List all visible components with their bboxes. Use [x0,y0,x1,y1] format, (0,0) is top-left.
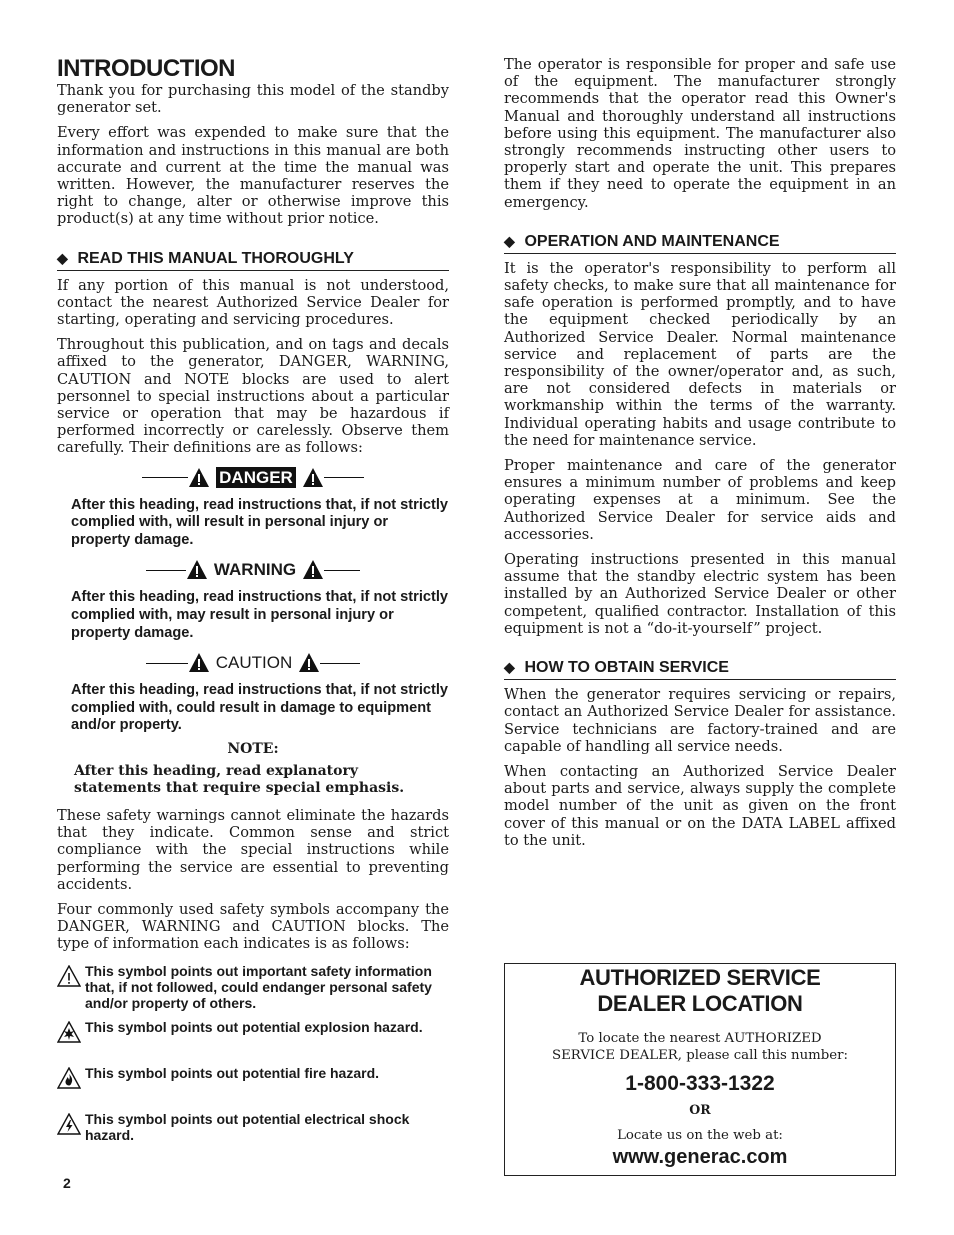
warning-triangle-icon [188,467,210,489]
symbol-item [57,1019,449,1043]
warning-signal-heading [57,559,449,581]
danger-description: After this heading, read instructions that, if not strictly complied with, will result in personal injury or property damage. [71,496,449,548]
intro-paragraph-2: Every effort was expended to make sure that the information and instructions in this manual are both accurate and current at the time the manual was written. However, the manufacturer reserves the right to change, alter or otherwise improve this product(s) at any time without prior notice. [57,124,449,228]
read-paragraph-2: Throughout this publication, and on tags and decals affixed to the generator, DANGER, WARNING, CAUTION and NOTE blocks are used to alert personnel to special instructions about a particular service or operation that may be hazardous if performed incorrectly or carelessly. Observe them carefully. Their definitions are as follows: [57,336,449,457]
symbol-item [57,963,449,1011]
symbol-description: This symbol points out potential explosion hazard. [85,1018,423,1035]
dealer-website-url: www.generac.com [612,1146,788,1168]
symbol-description: This symbol points out potential fire hazard. [85,1064,380,1081]
web-label: Locate us on the web at: [617,1128,783,1143]
or-separator: OR [689,1102,711,1117]
operator-paragraph: The operator is responsible for proper and safe use of the equipment. The manufacturer strongly recommends that the operator read this Owner's Manual and thoroughly understand all instructions before using this equipment. The manufacturer also strongly recommends instructing other users to properly start and operate the unit. This prepares them if they need to operate the equipment in an emergency. [504,56,896,211]
caution-signal-heading [57,652,449,674]
alert-triangle-icon [57,965,81,987]
service-paragraph-1: When the generator requires servicing or repairs, contact an Authorized Service Dealer for assistance. Service technicians are factory-trained and are capable of handling all service needs. [504,686,896,755]
operation-paragraph-2: Proper maintenance and care of the generator ensures a minimum number of problems and keep operating expenses at a minimum. See the Authorized Service Dealer for service aids and accessories. [504,457,896,543]
operation-paragraph-1: It is the operator's responsibility to perform all safety checks, to make sure that all maintenance for safe operation is performed promptly, and to have the equipment checked periodically by an Authorized Service Dealer. Normal maintenance service and replacement of parts are the responsibility of the owner/operator and, as such, are not considered defects in materials or workmanship within the terms of the warranty. Individual operating habits and usage contribute to the need for maintenance service. [504,259,896,449]
service-paragraph-2: When contacting an Authorized Service Dealer about parts and service, always supply the complete model number of the unit as given on the front cover of this manual or on the DATA LABEL affixed to the unit. [504,762,896,849]
explosion-hazard-icon [57,1021,81,1043]
warning-description: After this heading, read instructions that, if not strictly complied with, may result in personal injury or property damage. [71,589,449,641]
page-number: 2 [63,1175,71,1191]
warning-triangle-icon [188,652,210,674]
symbol-item [57,1065,449,1089]
obtain-service-heading-text: HOW TO OBTAIN SERVICE [524,659,729,677]
obtain-service-heading [504,657,896,680]
danger-signal-heading [57,467,449,489]
warning-triangle-icon [186,559,208,581]
operation-maintenance-heading [504,231,896,254]
dealer-box-title-line-2: DEALER LOCATION [597,991,803,1016]
danger-label: DANGER [216,467,296,488]
dealer-phone-number: 1-800-333-1322 [625,1072,775,1095]
dealer-box-title-line-1: AUTHORIZED SERVICE [579,965,821,990]
locate-text-line-1: To locate the nearest AUTHORIZED [578,1031,822,1046]
read-manual-heading [57,248,449,271]
safety-paragraph: These safety warnings cannot eliminate the hazards that they indicate. Common sense and strict compliance with the special instructions while performing the service are essential to preventing accidents. [57,807,449,893]
symbol-item [57,1111,449,1143]
electrical-shock-icon [57,1113,81,1135]
page-title: INTRODUCTION [57,55,235,82]
operation-paragraph-3: Operating instructions presented in this manual assume that the standby electric system has been installed by an Authorized Service Dealer or other competent, qualified contractor. Installation of this equipment is not a “do-it-yourself” project. [504,551,896,637]
note-label: NOTE: [227,741,279,757]
diamond-bullet-icon: ◆ [504,232,515,249]
caution-label: CAUTION [215,653,293,673]
warning-label: WARNING [213,560,297,580]
dealer-location-box [504,963,896,1176]
operation-maintenance-heading-text: OPERATION AND MAINTENANCE [524,232,780,250]
symbol-description: This symbol points out potential electrical shock hazard. [85,1110,410,1143]
note-description: After this heading, read explanatory statements that require special emphasis. [74,763,405,796]
warning-triangle-icon [298,652,320,674]
symbol-description: This symbol points out important safety information that, if not followed, could endanger personal safety and/or property of others. [85,962,432,1011]
right-column [504,56,896,857]
symbols-paragraph: Four commonly used safety symbols accompany the DANGER, WARNING and CAUTION blocks. The type of information each indicates is as follows: [57,901,449,953]
caution-description: After this heading, read instructions that, if not strictly complied with, could result in damage to equipment and/or property. [71,682,449,734]
intro-paragraph-1: Thank you for purchasing this model of the standby generator set. [57,82,449,117]
diamond-bullet-icon: ◆ [504,659,515,676]
fire-hazard-icon [57,1067,81,1089]
warning-triangle-icon [302,467,324,489]
diamond-bullet-icon: ◆ [57,249,68,266]
locate-text-line-2: SERVICE DEALER, please call this number: [551,1048,849,1063]
read-manual-heading-text: READ THIS MANUAL THOROUGHLY [77,249,354,267]
read-paragraph-1: If any portion of this manual is not understood, contact the nearest Authorized Service Dealer for starting, operating and servicing procedures. [57,276,449,329]
left-column [57,56,449,1149]
warning-triangle-icon [302,559,324,581]
